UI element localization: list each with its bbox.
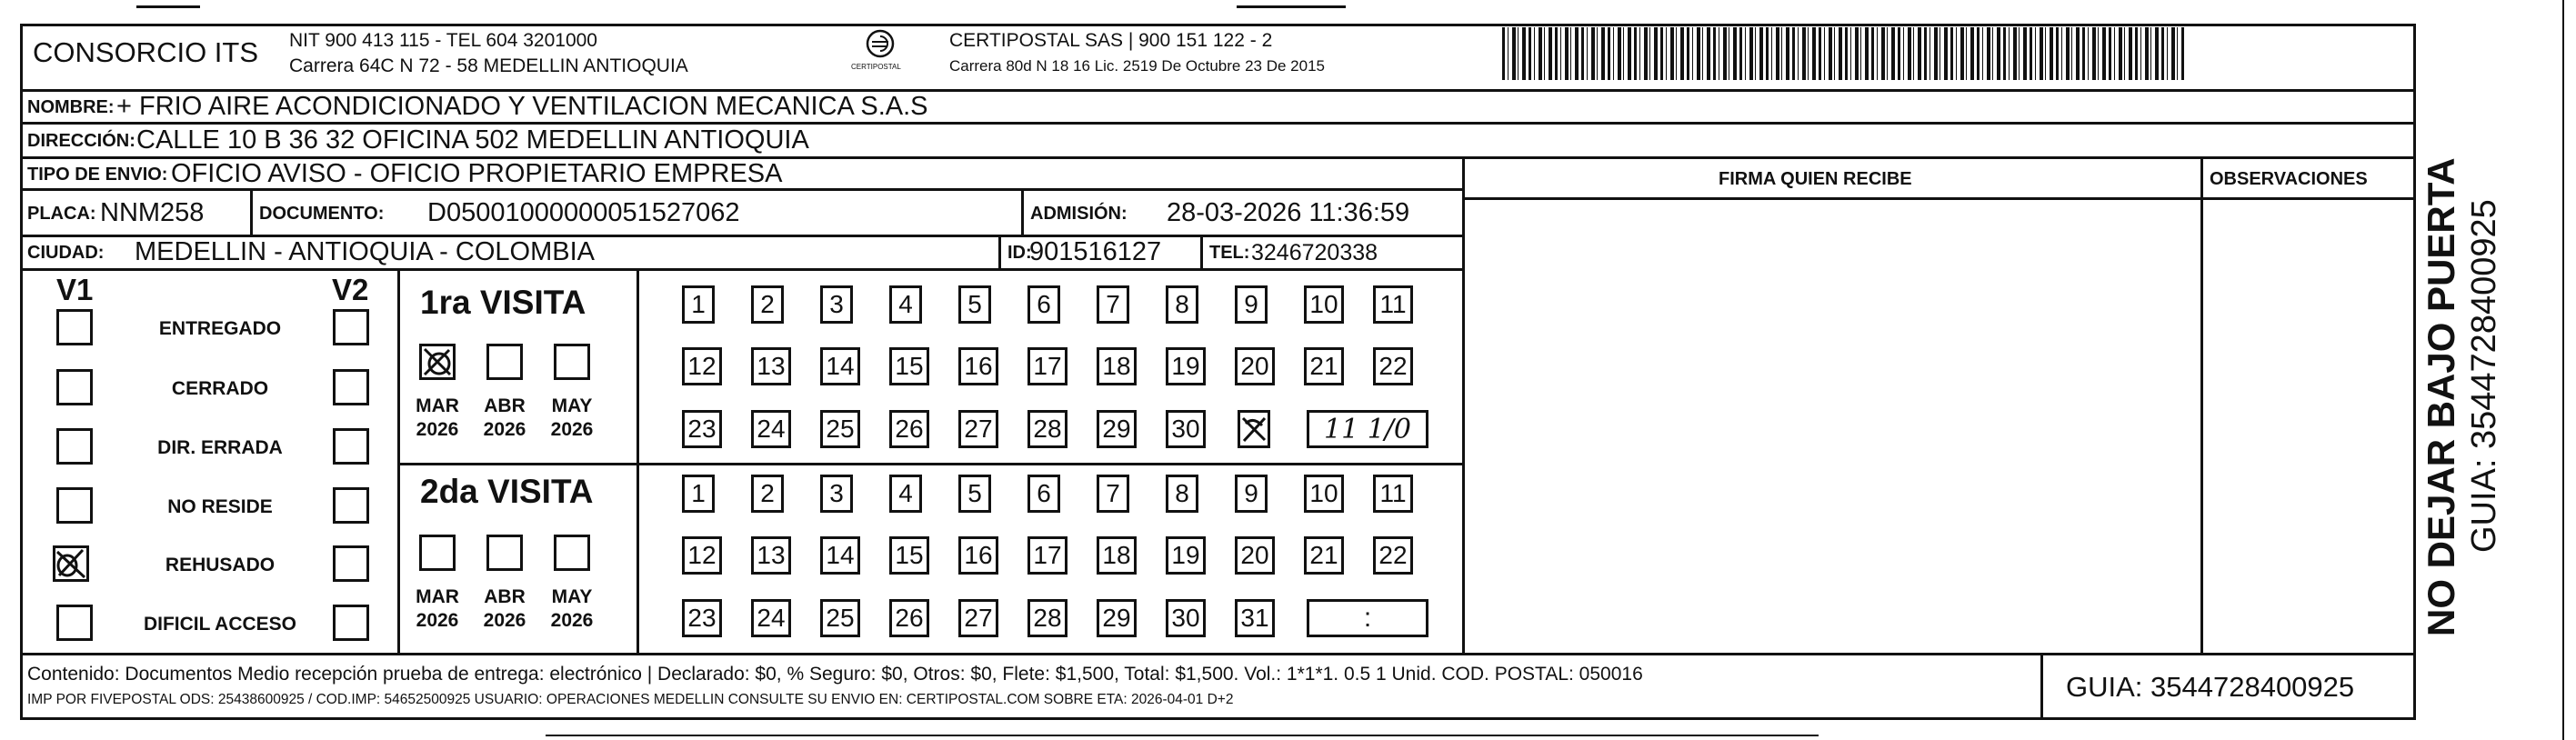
tel-label: TEL: xyxy=(1209,243,1250,263)
v1-checkbox[interactable] xyxy=(56,428,93,465)
visit1-title: 1ra VISITA xyxy=(420,284,586,321)
contenido-line: Contenido: Documentos Medio recepción prueba de entrega: electrónico | Declarado: $0, % Seguro: $0, Otros: $0, Flete: $1,500, Total: $1,500. Vol.: 1*1*1. 0.5 1 Unid. COD. POSTAL: 050016 xyxy=(27,664,1643,685)
month-label xyxy=(545,585,599,634)
v1-header: V1 xyxy=(56,273,94,306)
divider xyxy=(2040,653,2043,720)
month-name: ABR xyxy=(484,395,526,416)
tipo-envio-value: OFICIO AVISO - OFICIO PROPIETARIO EMPRESA xyxy=(171,159,783,188)
handwritten-time: 11 1/0 xyxy=(1307,410,1428,448)
day-box[interactable]: 22 xyxy=(1373,536,1413,575)
month-year: 2026 xyxy=(550,419,594,441)
status-label: ENTREGADO xyxy=(158,318,282,339)
divider xyxy=(20,188,1463,191)
day-box[interactable]: 31 xyxy=(1235,599,1275,637)
nombre-label: NOMBRE: xyxy=(27,97,115,117)
month-name: MAR xyxy=(416,395,459,416)
month-label xyxy=(410,395,465,443)
v1-checkbox[interactable] xyxy=(53,545,89,582)
month-year: 2026 xyxy=(550,610,594,632)
firma-header: FIRMA QUIEN RECIBE xyxy=(1719,169,1912,189)
day-box[interactable]: 24 xyxy=(751,410,791,448)
day-box[interactable]: 8 xyxy=(1166,475,1198,513)
guia-side: GUIA: 3544728400925 xyxy=(2465,199,2503,553)
day-box[interactable]: 11 xyxy=(1373,285,1413,324)
month-label xyxy=(477,395,532,443)
day-box[interactable]: 4 xyxy=(889,475,922,513)
day-box[interactable]: 6 xyxy=(1027,285,1060,324)
admision-label: ADMISIÓN: xyxy=(1030,204,1128,224)
divider xyxy=(998,235,1001,268)
divider xyxy=(20,653,2416,655)
imp-line: IMP POR FIVEPOSTAL ODS: 25438600925 / COD.IMP: 54652500925 USUARIO: OPERACIONES MEDELLIN CONSULTE SU ENVIO EN: CERTIPOSTAL.COM SOBRE ETA: 2026-04-01 D+2 xyxy=(27,692,1234,707)
no-dejar-bajo-puerta: NO DEJAR BAJO PUERTA xyxy=(2420,157,2462,636)
day-box[interactable]: 16 xyxy=(958,347,998,385)
day-box[interactable]: 26 xyxy=(889,599,929,637)
status-label: DIR. ERRADA xyxy=(157,437,283,458)
month-name: MAR xyxy=(416,586,459,607)
month-checkbox[interactable] xyxy=(486,535,523,571)
month-label xyxy=(545,395,599,443)
month-label xyxy=(477,585,532,634)
day-box[interactable]: 10 xyxy=(1304,475,1344,513)
status-label: DIFICIL ACCESO xyxy=(143,614,296,635)
day-box[interactable]: 18 xyxy=(1097,347,1137,385)
day-box[interactable]: 25 xyxy=(820,410,860,448)
month-checkbox[interactable] xyxy=(486,344,523,380)
visit2-title: 2da VISITA xyxy=(420,473,594,510)
day-box[interactable]: 4 xyxy=(889,285,922,324)
day-box[interactable]: 20 xyxy=(1235,536,1275,575)
documento-label: DOCUMENTO: xyxy=(259,204,385,224)
guia-footer: GUIA: 3544728400925 xyxy=(2066,671,2355,703)
day-box[interactable]: 14 xyxy=(820,347,860,385)
observaciones-header: OBSERVACIONES xyxy=(2210,169,2368,189)
day-box[interactable]: 13 xyxy=(751,347,791,385)
day-box[interactable]: 8 xyxy=(1166,285,1198,324)
direccion-value: CALLE 10 B 36 32 OFICINA 502 MEDELLIN ANTIOQUIA xyxy=(136,125,809,155)
day-box[interactable]: 23 xyxy=(682,599,722,637)
day-box[interactable]: 7 xyxy=(1097,475,1129,513)
v1-checkbox[interactable] xyxy=(56,369,93,405)
month-checkbox[interactable] xyxy=(554,344,590,380)
month-name: MAY xyxy=(551,395,593,416)
divider xyxy=(250,188,253,235)
month-year: 2026 xyxy=(416,419,459,441)
day-box[interactable]: 27 xyxy=(958,599,998,637)
postal-line: CERTIPOSTAL SAS | 900 151 122 - 2 xyxy=(949,30,1273,51)
scan-edge xyxy=(2562,0,2564,740)
status-label: NO RESIDE xyxy=(167,496,273,517)
divider xyxy=(2200,156,2203,654)
divider xyxy=(1462,156,1465,654)
divider xyxy=(636,268,639,654)
day-box[interactable]: 26 xyxy=(889,410,929,448)
day-box[interactable]: 29 xyxy=(1097,599,1137,637)
status-label: CERRADO xyxy=(171,378,269,399)
v2-checkbox[interactable] xyxy=(333,309,369,345)
ciudad-label: CIUDAD: xyxy=(27,243,105,263)
day-box[interactable]: 19 xyxy=(1166,347,1206,385)
scan-line xyxy=(546,735,1819,736)
tipo-envio-label: TIPO DE ENVIO: xyxy=(27,165,168,185)
day-box[interactable]: 28 xyxy=(1027,599,1067,637)
month-checkbox[interactable] xyxy=(419,535,456,571)
day-box[interactable]: 27 xyxy=(958,410,998,448)
address-line: Carrera 64C N 72 - 58 MEDELLIN ANTIOQUIA xyxy=(289,55,688,76)
tel-value: 3246720338 xyxy=(1251,240,1378,265)
day-box[interactable]: 18 xyxy=(1097,536,1137,575)
day-box[interactable]: 5 xyxy=(958,475,991,513)
day-box[interactable]: 9 xyxy=(1235,285,1268,324)
admision-value: 28-03-2026 11:36:59 xyxy=(1167,198,1410,227)
month-year: 2026 xyxy=(416,610,459,632)
month-checkbox[interactable] xyxy=(419,344,456,380)
day-box[interactable]: 30 xyxy=(1166,410,1206,448)
v2-checkbox[interactable] xyxy=(333,428,369,465)
day-box[interactable]: 24 xyxy=(751,599,791,637)
divider xyxy=(20,122,2416,125)
day-box[interactable]: 29 xyxy=(1097,410,1137,448)
day-box[interactable]: 23 xyxy=(682,410,722,448)
day-box[interactable]: 25 xyxy=(820,599,860,637)
v2-checkbox[interactable] xyxy=(333,545,369,582)
day-box[interactable]: 10 xyxy=(1304,285,1344,324)
divider xyxy=(397,268,400,654)
documento-value: D05001000000051527062 xyxy=(427,198,740,227)
v1-checkbox[interactable] xyxy=(56,487,93,524)
v2-checkbox[interactable] xyxy=(333,487,369,524)
day-box[interactable]: 21 xyxy=(1304,347,1344,385)
day-31-crossed xyxy=(1238,410,1270,448)
day-box[interactable]: 13 xyxy=(751,536,791,575)
day-box[interactable]: 11 xyxy=(1373,475,1413,513)
day-box[interactable]: 2 xyxy=(751,285,784,324)
day-box[interactable]: 15 xyxy=(889,347,929,385)
id-value: 901516127 xyxy=(1029,237,1162,266)
day-box[interactable]: 7 xyxy=(1097,285,1129,324)
day-box[interactable]: 3 xyxy=(820,285,853,324)
logo-caption: CERTIPOSTAL xyxy=(851,63,901,71)
divider xyxy=(1021,188,1024,235)
v1-checkbox[interactable] xyxy=(56,605,93,641)
day-box[interactable]: 15 xyxy=(889,536,929,575)
scan-line xyxy=(1237,5,1346,8)
v2-checkbox[interactable] xyxy=(333,369,369,405)
day-box[interactable]: 14 xyxy=(820,536,860,575)
day-box[interactable]: 3 xyxy=(820,475,853,513)
ciudad-value: MEDELLIN - ANTIOQUIA - COLOMBIA xyxy=(135,237,595,266)
day-box[interactable]: 9 xyxy=(1235,475,1268,513)
day-box[interactable]: 6 xyxy=(1027,475,1060,513)
month-year: 2026 xyxy=(483,610,526,632)
day-box[interactable]: 12 xyxy=(682,347,722,385)
id-label: ID: xyxy=(1007,243,1032,263)
day-box[interactable]: 28 xyxy=(1027,410,1067,448)
company-name: CONSORCIO ITS xyxy=(33,36,259,68)
day-box[interactable]: 17 xyxy=(1027,347,1067,385)
day-box[interactable]: 1 xyxy=(682,285,715,324)
nombre-value: + FRIO AIRE ACONDICIONADO Y VENTILACION MECANICA S.A.S xyxy=(116,92,928,121)
placa-value: NNM258 xyxy=(100,198,205,227)
divider xyxy=(1462,197,2416,200)
v2-checkbox[interactable] xyxy=(333,605,369,641)
v2-header: V2 xyxy=(332,273,369,306)
month-label xyxy=(410,585,465,634)
day-box[interactable]: 30 xyxy=(1166,599,1206,637)
day-box[interactable]: 16 xyxy=(958,536,998,575)
day-box[interactable]: 5 xyxy=(958,285,991,324)
month-name: ABR xyxy=(484,586,526,607)
direccion-label: DIRECCIÓN: xyxy=(27,131,135,151)
time-field[interactable]: : xyxy=(1307,599,1428,637)
day-box[interactable]: 21 xyxy=(1304,536,1344,575)
day-box[interactable]: 20 xyxy=(1235,347,1275,385)
day-box[interactable]: 19 xyxy=(1166,536,1206,575)
scan-line xyxy=(136,5,200,8)
day-box[interactable]: 2 xyxy=(751,475,784,513)
day-box[interactable]: 22 xyxy=(1373,347,1413,385)
month-year: 2026 xyxy=(483,419,526,441)
day-box[interactable]: 17 xyxy=(1027,536,1067,575)
placa-label: PLACA: xyxy=(27,204,96,224)
postal-address: Carrera 80d N 18 16 Lic. 2519 De Octubre 23 De 2015 xyxy=(949,57,1325,75)
divider xyxy=(397,463,1463,465)
month-checkbox[interactable] xyxy=(554,535,590,571)
month-name: MAY xyxy=(551,586,593,607)
v1-checkbox[interactable] xyxy=(56,309,93,345)
nit-line: NIT 900 413 115 - TEL 604 3201000 xyxy=(289,30,597,51)
divider xyxy=(20,268,1463,271)
day-box[interactable]: 12 xyxy=(682,536,722,575)
divider xyxy=(1200,235,1203,268)
day-box[interactable]: 1 xyxy=(682,475,715,513)
status-label: REHUSADO xyxy=(165,555,276,575)
